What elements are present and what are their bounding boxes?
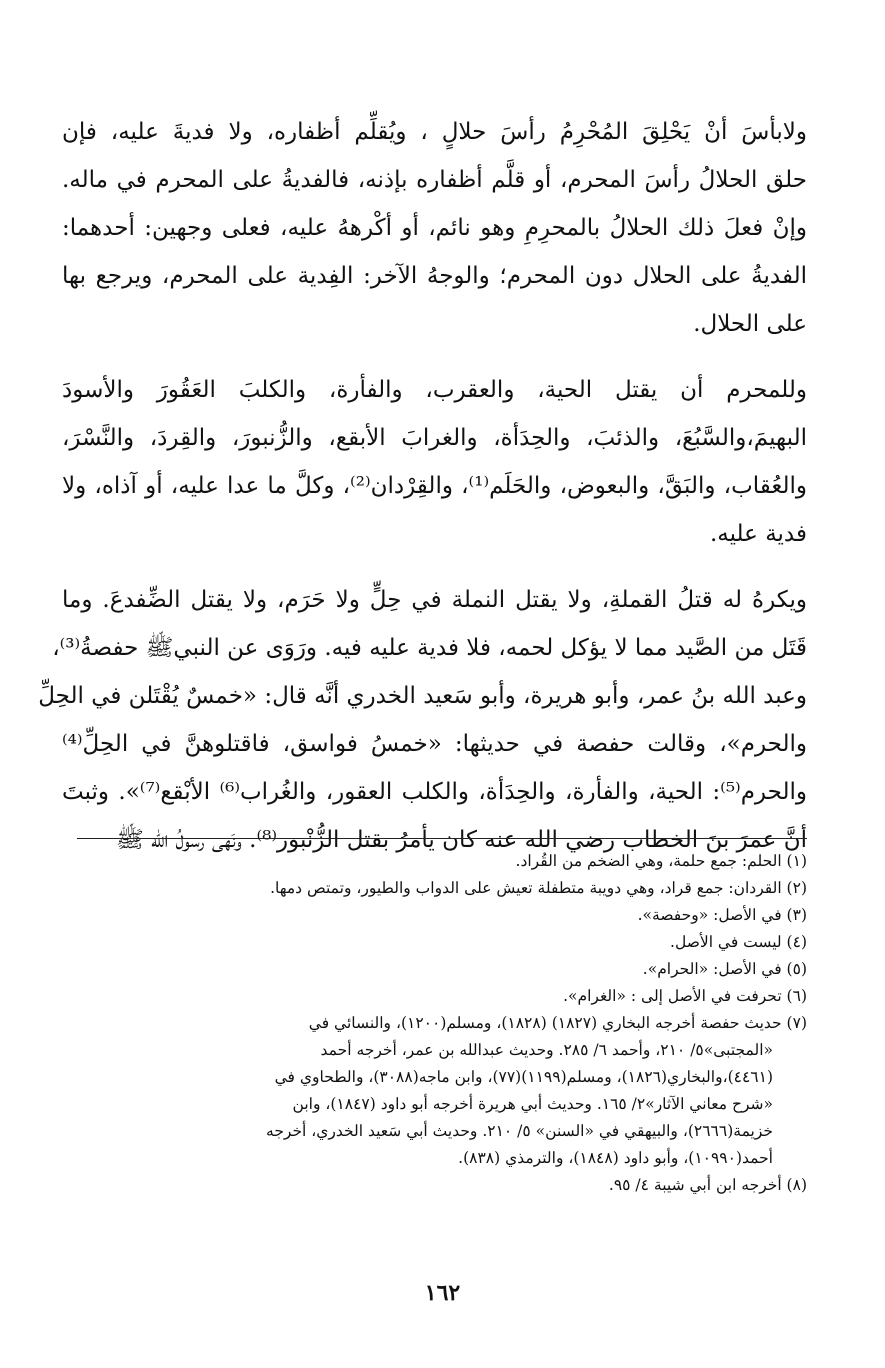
text-line: أنَّ عمرَ بنَ الخطاب رضي الله عنه كان يأمرُ بقتل الزُّنْبور⁽⁸⁾. ونَهى رسولُ الله ﷺ [115, 827, 807, 853]
paragraph-2 [62, 366, 807, 558]
text-line: والعُقاب، والبَقَّ، والبعوض، والحَلَم⁽¹⁾، والقِرْدان⁽²⁾، وكلَّ ما عدا عليه، أو آذاه، ولا [62, 473, 807, 499]
text-line: ويكرهُ له قتلُ القملةِ، ولا يقتل النملة في حِلٍّ ولا حَرَم، ولا يقتل الضِّفدعَ. وما [62, 587, 807, 613]
text-line: وللمحرم أن يقتل الحية، والعقرب، والفأرة، والكلبَ العَقُورَ والأسودَ [62, 377, 807, 403]
footnotes [62, 848, 807, 1199]
footnote-line: (٤٤٦١)،والبخاري(١٨٢٦)، ومسلم(١١٩٩)(٧٧)، وابن ماجه(٣٠٨٨)، والطحاوي في [274, 1068, 773, 1086]
footnote-line: (٧) حديث حفصة أخرجه البخاري (١٨٢٧) (١٨٢٨)، ومسلم(١٢٠٠)، والنسائي في [308, 1014, 807, 1032]
footnote-line: (٥) في الأصل: «الحرام». [642, 960, 807, 978]
text-line: وإنْ فعلَ ذلك الحلالُ بالمحرِمِ وهو نائم، أو أكْرههُ عليه، فعلى وجهين: أحدهما: [62, 215, 807, 241]
footnote-5 [62, 956, 807, 983]
footnote-line: «المجتبى»٥/ ٢١٠، وأحمد ٦/ ٢٨٥. وحديث عبدالله بن عمر، أخرجه أحمد [320, 1041, 773, 1059]
footnote-7 [62, 1010, 807, 1172]
paragraph-1 [62, 108, 807, 348]
footnote-line: (١) الحلم: جمع حلمة، وهي الضخم من القُراد. [515, 852, 807, 870]
text-line: وعبد الله بنُ عمر، وأبو هريرة، وأبو سَعيد الخدري أنَّه قال: «خمسٌ يُقْتَلن في الحِلِّ [38, 683, 807, 709]
page-number: ١٦٢ [424, 1280, 461, 1306]
footnote-8 [62, 1172, 807, 1199]
footnote-line: (٢) القردان: جمع قراد، وهي دويبة متطفلة تعيش على الدواب والطيور، وتمتص دمها. [270, 879, 807, 897]
footnote-divider [77, 838, 807, 839]
footnote-line: (٨) أخرجه ابن أبي شيبة ٤/ ٩٥. [608, 1176, 807, 1194]
footnote-line: (٤) ليست في الأصل. [670, 933, 807, 951]
footnote-line: (٣) في الأصل: «وحفصة». [637, 906, 807, 924]
paragraph-3 [38, 576, 807, 864]
footnote-line: (٦) تحرفت في الأصل إلى : «الغرام». [563, 987, 807, 1005]
footnote-1 [62, 848, 807, 875]
footnote-line: «شرح معاني الآثار»٢/ ١٦٥. وحديث أبي هريرة أخرجه أبو داود (١٨٤٧)، وابن [292, 1095, 773, 1113]
text-line: فدية عليه. [709, 521, 807, 547]
text-line: الفديةُ على الحلال دون المحرم؛ والوجهُ الآخر: الفِدية على المحرم، ويرجع بها [62, 263, 807, 289]
footnote-2 [62, 875, 807, 902]
main-text [38, 108, 807, 882]
text-line: على الحلال. [693, 311, 807, 337]
footnote-line: خزيمة(٢٦٦٦)، والبيهقي في «السنن» ٥/ ٢١٠. وحديث أبي سَعيد الخدري، أخرجه [266, 1122, 773, 1140]
footnote-6 [62, 983, 807, 1010]
text-line: حلق الحلالُ رأسَ المحرم، أو قلَّم أظفاره بإذنه، فالفديةُ على المحرم في ماله. [62, 167, 807, 193]
text-line: والحرم»، وقالت حفصة في حديثها: «خمسُ فواسق، فاقتلوهنَّ في الحِلِّ⁽⁴⁾ [62, 731, 807, 757]
text-line: البهيمَ،والسَّبُعَ، والذئبَ، والحِدَأة، والغرابَ الأبقع، والزُّنبورَ، والقِردَ، والنَّسْرَ، [62, 425, 807, 451]
footnote-4 [62, 929, 807, 956]
footnote-3 [62, 902, 807, 929]
text-line: والحرم⁽⁵⁾: الحية، والفأرة، والحِدَأة، والكلب العقور، والغُراب⁽⁶⁾ الأبْقع⁽⁷⁾». وثبتَ [62, 779, 807, 805]
text-line: قَتَل من الصَّيد مما لا يؤكل لحمه، فلا فدية عليه فيه. ورَوَى عن النبيﷺ حفصةُ⁽³⁾، [52, 635, 807, 661]
footnote-line: أحمد(١٠٩٩٠)، وأبو داود (١٨٤٨)، والترمذي (٨٣٨). [458, 1149, 773, 1167]
text-line: ولابأسَ أنْ يَحْلِقَ المُحْرِمُ رأسَ حلالٍ ، ويُقلِّم أظفاره، ولا فديةَ عليه، فإن [62, 119, 807, 145]
